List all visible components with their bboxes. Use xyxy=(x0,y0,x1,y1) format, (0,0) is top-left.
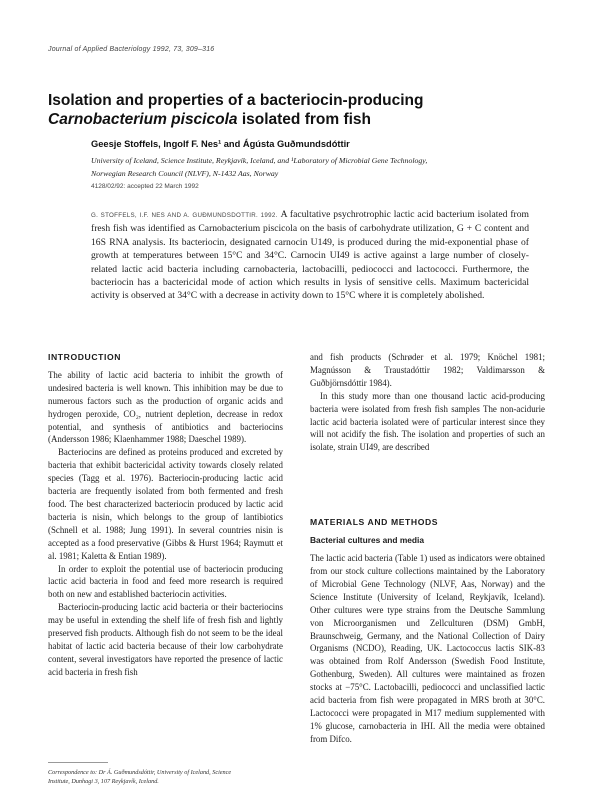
section-spacer xyxy=(310,454,545,516)
affiliation-line-2: Norwegian Research Council (NLVF), N-1432 Aas, Norway xyxy=(91,169,279,178)
correspondence-footnote xyxy=(48,768,283,786)
intro-paragraph-5: In this study more than one thousand lactic acid-producing bacteria were isolated from fresh fish samples The non-acidurie lactic acid bacteria isolated were of particular interest since they will not acidify the fish. The isolation and properties of such an isolate, strain UI49, are described xyxy=(310,390,545,453)
footnote-rule xyxy=(48,762,108,763)
methods-heading: MATERIALS AND METHODS xyxy=(310,517,439,528)
title-line-1: Isolation and properties of a bacteriocin-producing xyxy=(48,92,424,109)
intro-continuation: and fish products (Schrøder et al. 1979; Knöchel 1981; Magnússon & Traustadóttir 1982; Valdimarsson & Guðbjörnsdóttir 1984). xyxy=(310,352,545,388)
footnote-line-2: Institute, Dunhagi 3, 107 Reykjavík, Iceland. xyxy=(48,778,159,785)
article-title xyxy=(48,91,548,129)
received-accepted-dates: 4128/02/92: accepted 22 March 1992 xyxy=(91,183,199,190)
abstract-text: A facultative psychrotrophic lactic acid bacterium isolated from fresh fish was identified as Carnobacterium piscicola on the basis of carbohydrate utilization, G + C content and 16S RNA analysis. Its bacteriocin, designated carnocin U149, is produced during the mid-exponential phase of growth at temperatures between 15°C and 34°C. Carnocin UI49 is active against a large number of closely-related lactic acid bacteria including carnobacteria, lactobacilli, pediococci and lactococci. Furthermore, the bacteriocin has a bactericidal mode of action which results in lysis of sensitive cells. Maximum bactericidal activity is observed at 34°C with a decrease in activity down to 15°C where it is completely abolished. xyxy=(91,209,529,302)
methods-paragraph-1: The lactic acid bacteria (Table 1) used as indicators were obtained from our stock culture collections maintained by the Laboratory of Microbial Gene Technology (NLVF, Aas, Norway) and the Science Institute (University of Iceland, Reykjavík, Iceland). Other cultures were type strains from the Deutsche Sammlung von Microorganismen und Zellculturen (DSM) GmbH, Braunschweig, Germany, and the National Collection of Dairy Organisms (NCDO), Reading, UK. Lactococcus lactis SIK-83 was obtained from Rolf Andersson (Swedish Food Institute, Gothenburg, Sweden). All cultures were maintained as frozen stocks at −75°C. Lactobacilli, pediococci and unclassified lactic acid bacteria from fish were propagated in MRS broth at 30°C. Lactococci were propagated in M17 medium supplemented with 1% glucose, carnobacteria in IHI. All the media were obtained from Difco. xyxy=(310,553,545,744)
author-list: Geesje Stoffels, Ingolf F. Nes¹ and Ágústa Guðmundsdóttir xyxy=(91,139,350,149)
title-organism-name: Carnobacterium piscicola xyxy=(48,111,238,128)
right-column xyxy=(310,351,545,746)
introduction-heading: INTRODUCTION xyxy=(48,352,122,362)
abstract xyxy=(91,208,529,303)
journal-citation-header: Journal of Applied Bacteriology 1992, 73, 309–316 xyxy=(48,46,215,53)
intro-paragraph-1: The ability of lactic acid bacteria to inhibit the growth of undesired bacteria is well known. This inhibition may be due to numerous factors such as the production of organic acids and hydrogen peroxide, CO₂, nutrient depletion, decrease in redox potential, and synthesis of antibiotics and bacteriocins (Andersson 1986; Klaenhammer 1988; Daeschel 1989). xyxy=(48,369,283,445)
affiliation-line-1: University of Iceland, Science Institute, Reykjavík, Iceland, and ¹Laboratory of Microbial Gene Technology, xyxy=(91,156,428,165)
abstract-citation: G. STOFFELS, I.F. NES AND A. GUÐMUNDSDOTTIR. 1992. xyxy=(91,212,278,219)
footnote-line-1: Correspondence to: Dr Á. Guðmundsdóttir, University of Iceland, Science xyxy=(48,769,232,776)
intro-paragraph-2: Bacteriocins are defined as proteins produced and excreted by bacteria that exhibit bactericidal activity towards closely related species (Tagg et al. 1976). Bacteriocin-producing lactic acid bacteria are frequently isolated from both fermented and fresh food. The best characterized bacteriocin produced by lactic acid bacteria is nisin, which belongs to the group of lantibiotics (Schnell et al. 1988; Jung 1991). In several countries nisin is accepted as a food preservative (Gibbs & Hurst 1964; Raymutt et al. 1981; Kaletta & Entian 1989). xyxy=(48,447,283,561)
left-column xyxy=(48,351,283,679)
intro-paragraph-3: In order to exploit the potential use of bacteriocin producing lactic acid bacteria in food and feed more research is required both on new and established bacteriocin activities. xyxy=(48,563,283,600)
title-line-2 xyxy=(48,110,548,129)
author-affiliations xyxy=(91,154,531,180)
intro-paragraph-4: Bacteriocin-producing lactic acid bacteria or their bacteriocins may be useful in extending the shelf life of fresh fish and lightly preserved fish products. Although fish do not seem to be the ideal habitat of lactic acid bacteria because of their low carbohydrate content, several investigators have reported the presence of lactic acid bacteria in fresh fish xyxy=(48,602,283,677)
cultures-subheading: Bacterial cultures and media xyxy=(310,535,425,546)
title-line-2-rest: isolated from fish xyxy=(237,111,372,128)
